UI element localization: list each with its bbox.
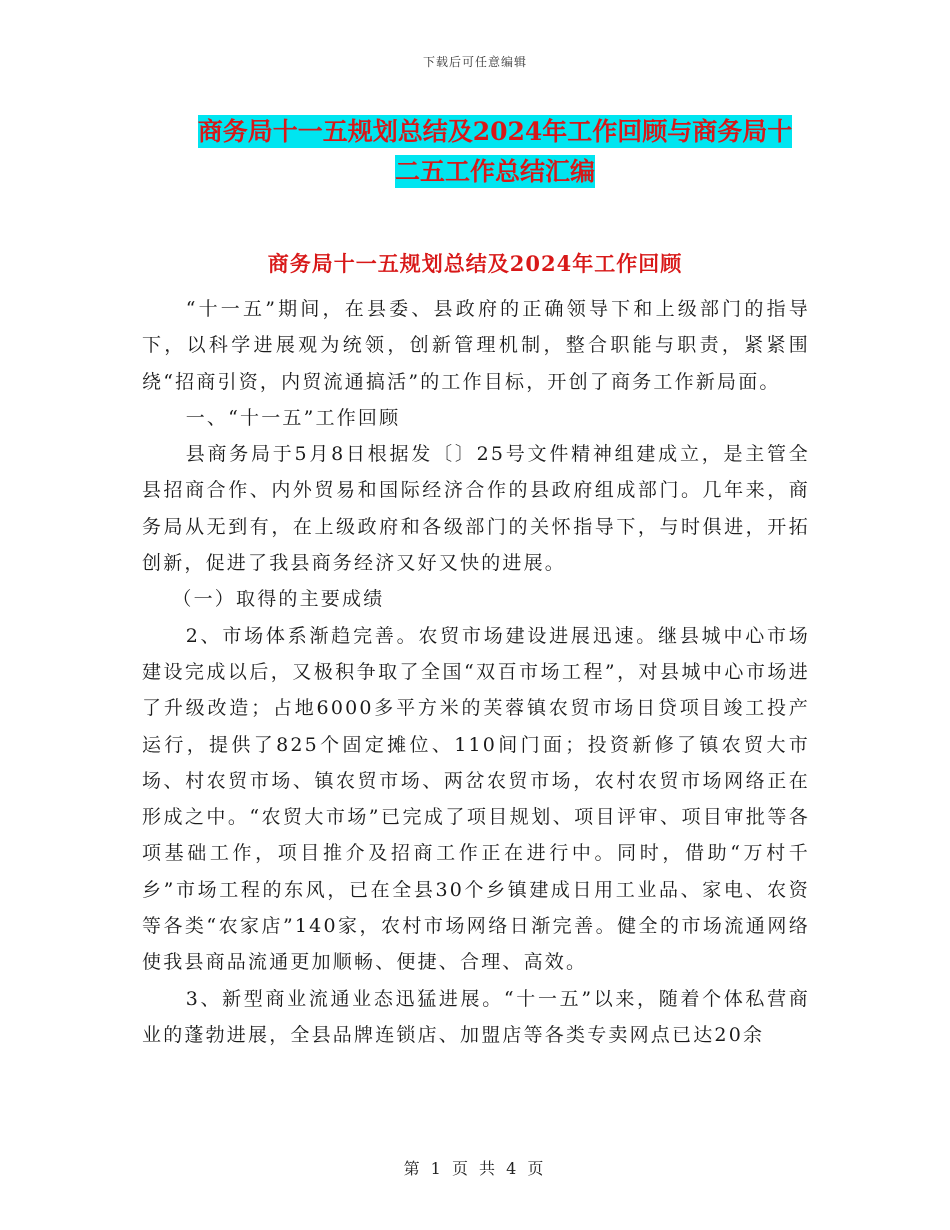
heading-review: 一、“十一五”工作回顾 — [185, 406, 401, 429]
header-note: 下载后可任意编辑 — [422, 55, 527, 69]
document-title — [150, 112, 840, 192]
paragraph-intro: “十一五”期间，在县委、县政府的正确领导下和上级部门的指导下，以科学进展观为统领，创新管理机制，整合职能与职责，紧紧围绕“招商引资，内贸流通搞活”的工作目标，开创了商务工作新局面。 — [142, 298, 810, 393]
page-number: 第 1 页 共 4 页 — [403, 1159, 547, 1178]
paragraph-commerce-formats: 3、新型商业流通业态迅猛进展。“十一五”以来，随着个体私营商业的蓬勃进展，全县品牌连锁店、加盟店等各类专卖网点已达20余 — [142, 987, 810, 1046]
document-body — [142, 291, 810, 1053]
heading-achievements: （一）取得的主要成绩 — [172, 588, 385, 611]
section-title: 商务局十一五规划总结及2024年工作回顾 — [267, 251, 683, 276]
paragraph-establishment: 县商务局于5月8日根据发〔〕25号文件精神组建成立，是主管全县招商合作、内外贸易和国际经济合作的县政府组成部门。几年来，商务局从无到有，在上级政府和各级部门的关怀指导下，与时俱进，开拓创新，促进了我县商务经济又好又快的进展。 — [142, 443, 810, 575]
document-title-line-1: 商务局十一五规划总结及2024年工作回顾与商务局十 — [197, 117, 793, 146]
document-title-line-2: 二五工作总结汇编 — [394, 157, 595, 186]
paragraph-market-system: 2、市场体系渐趋完善。农贸市场建设进展迅速。继县城中心市场建设完成以后，又极积争取了全国“双百市场工程”，对县城中心市场进了升级改造；占地6000多平方米的芙蓉镇农贸市场日贷项目竣工投产运行，提供了825个固定摊位、110间门面；投资新修了镇农贸大市场、村农贸市场、镇农贸市场、两岔农贸市场，农村农贸市场网络正在形成之中。“农贸大市场”已完成了项目规划、项目评审、项目审批等各项基础工作，项目推介及招商工作正在进行中。同时，借助“万村千乡”市场工程的东风，已在全县30个乡镇建成日用工业品、家电、农资等各类“农家店”140家，农村市场网络日渐完善。健全的市场流通网络使我县商品流通更加顺畅、便捷、合理、高效。 — [142, 624, 810, 974]
